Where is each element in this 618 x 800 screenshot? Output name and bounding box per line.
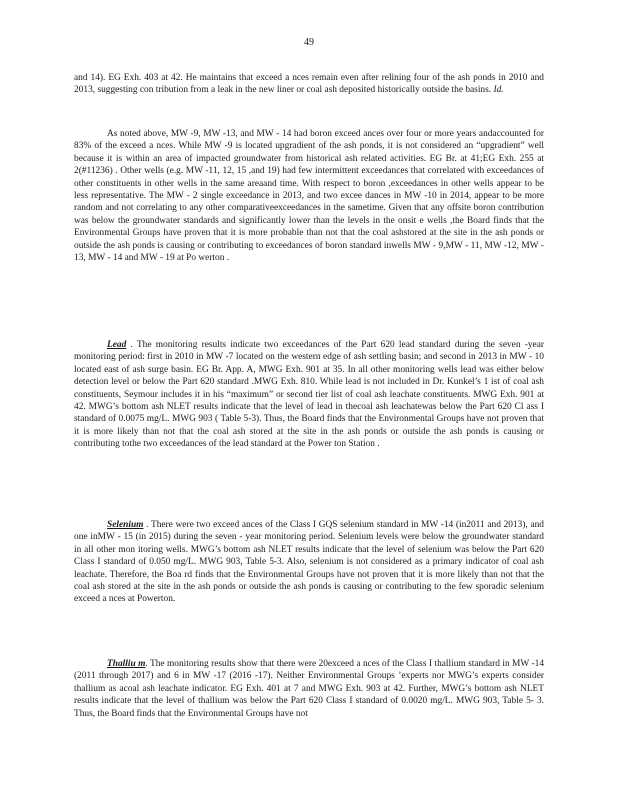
page-number: 49 <box>304 37 314 48</box>
paragraph-text: . The monitoring results show that there were 20exceed a nces of the Class I thallium standard in MW -14 (2011 through 2017) and 6 in MW -17 (2016 -17). Neither Environmental Groups ’experts nor MWG’s experts consider thallium as acoal ash leachate indicator. EG Exh. 401 at 7 and MWG Exh. 903 at 42. Further, MWG’s bottom ash NLET results indicate that the level of thallium was below the Part 620 Class I standard of 0.0020 mg/L. MWG 903, Table 5- 3. Thus, the Board finds that the Environmental Groups have not <box>74 659 545 719</box>
paragraph-selenium <box>74 519 544 606</box>
paragraph-text: . The monitoring results indicate two exceedances of the Part 620 lead standard during the seven -year monitoring period: first in 2010 in MW -7 located on the western edge of ash settling basin; and second in 2013 in MW - 10 located east of ash surge basin. EG Br. App. A, MWG Exh. 901 at 35. In all other monitoring wells lead was either below detection level or below the Part 620 standard .MWG Exh. 810. While lead is not included in Dr. Kunkel’s 1 ist of coal ash constituents, Seymour includes it in his “maximum” or second tier list of coal ash leachate constituents. MWG Exh. 901 at 42. MWG’s bottom ash NLET results indicate that the level of lead in thecoal ash leachatewas below the Part 620 Cl ass I standard of 0.0075 mg/L. MWG 903 ( Table 5-3). Thus, the Board finds that the Environmental Groups have not proven that it is more likely than not that the coal ash stored at the site in the ash ponds or outside the ash ponds is causing or contributing tothe two exceedances of the lead standard at the Power ton Station . <box>74 340 544 450</box>
paragraph-continuation <box>74 72 544 97</box>
paragraph-text: As noted above, MW -9, MW -13, and MW - 14 had boron exceed ances over four or more years andaccounted for 83% of the exceed a nces. While MW -9 is located upgradient of the ash ponds, it is not considered an “upgradient” well because it is within an area of impacted groundwater from historical ash related activities. EG Br. at 41;EG Exh. 255 at 2(#11236) . Other wells (e.g. MW -11, 12, 15 ,and 19) had few intermittent exceedances that correlated with exceedances of other constituents in other wells in the same areaand time. With respect to boron ,exceedances in other wells appear to be less representative. The MW - 2 single exceedance in 2013, and two excee dances in MW -10 in 2014, appear to be more random and not correlating to any other comparativeexceedances in the sametime. Given that any offsite boron contribution was below the groundwater standards and significantly lower than the levels in the onsit e wells ,the Board finds that the Environmental Groups have proven that it is more probable than not that the coal ashstored at the site in the ash ponds or outside the ash ponds is causing or contributing to exceedances of boron standard inwells MW - 9,MW - 11, MW -12, MW - 13, MW - 14 and MW - 19 at Po werton . <box>74 129 544 264</box>
paragraph-lead <box>74 339 544 451</box>
section-heading-lead: Lead <box>107 340 127 350</box>
section-heading-thallium: Thalliu m <box>107 659 146 669</box>
paragraph-text: . There were two exceed ances of the Class I GQS selenium standard in MW -14 (in2011 and 2013), and one inMW - 15 (in 2015) during the seven - year monitoring period. Selenium levels were below the groundwater standard in all other mon itoring wells. MWG’s bottom ash NLET results indicate that the level of selenium was below the Part 620 Class I standard of 0.050 mg/L. MWG 903, Table 5-3. Also, selenium is not considered as a primary indicator of coal ash leachate. Therefore, the Boa rd finds that the Environmental Groups have not proven that it is more likely than not that the coal ash stored at the site in the ash ponds or outside the ash ponds is causing or contributing to the few sporadic selenium exceed a nces at Powerton. <box>74 520 544 605</box>
citation-id: Id. <box>491 85 504 96</box>
section-heading-selenium: Selenium <box>107 520 144 530</box>
paragraph-text: and 14). EG Exh. 403 at 42. He maintains that exceed a nces remain even after relining four of the ash ponds in 2010 and 2013, suggesting con tribution from a leak in the new liner or coal ash deposited historically outside the basins. <box>74 73 544 96</box>
paragraph-boron <box>74 128 544 264</box>
paragraph-thallium <box>74 658 544 720</box>
